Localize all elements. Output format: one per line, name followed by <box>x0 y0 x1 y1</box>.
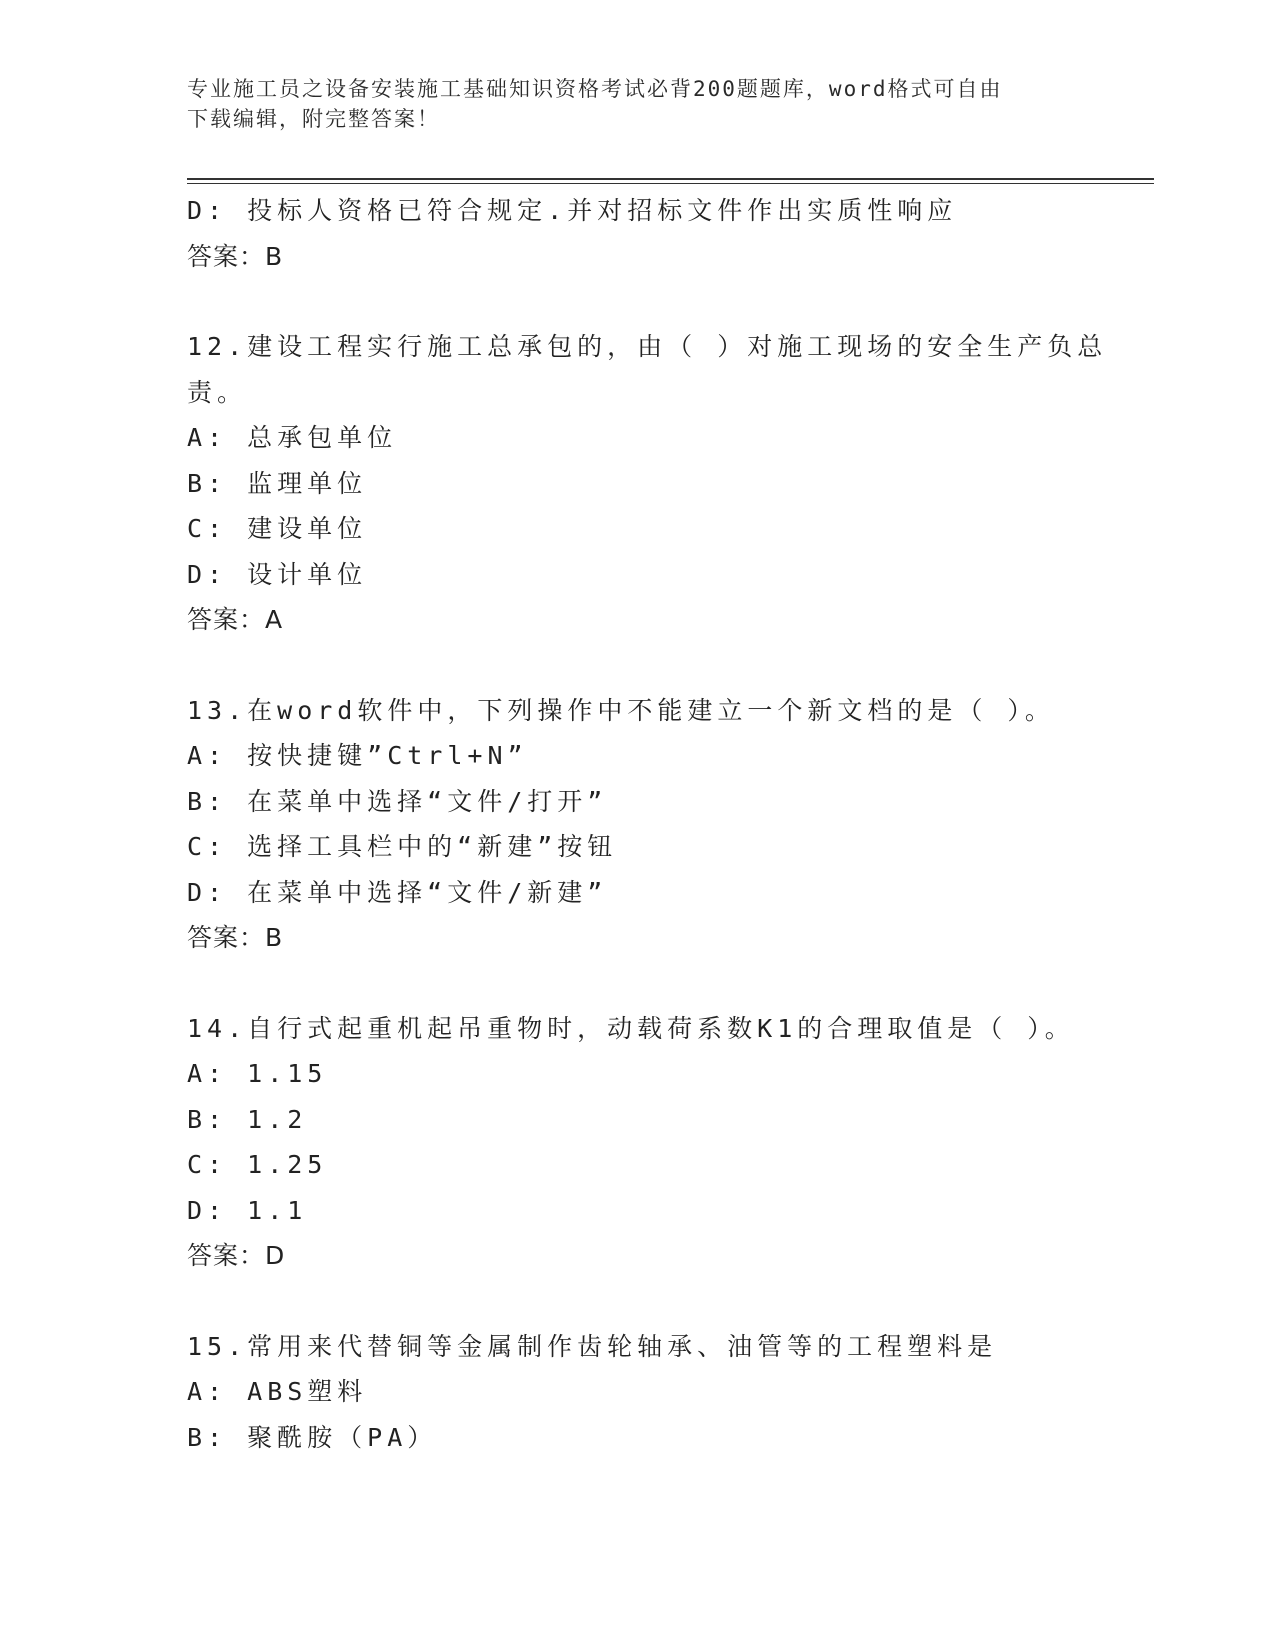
header-divider-thin <box>187 183 1154 184</box>
option-a: A: ABS塑料 <box>187 1377 368 1406</box>
question-stem-continued: 责。 <box>187 377 248 407</box>
option-b: B: 1.2 <box>187 1104 308 1134</box>
option-c: C: 建设单位 <box>187 514 368 543</box>
spacer <box>187 1279 1087 1324</box>
header-title-line-1: 专业施工员之设备安装施工基础知识资格考试必背200题题库，word格式可自由 <box>187 77 1003 101</box>
header-title-line-2: 下载编辑，附完整答案！ <box>187 107 440 131</box>
option-d: D: 投标人资格已符合规定.并对招标文件作出实质性响应 <box>187 196 958 225</box>
spacer <box>187 961 1087 1006</box>
question-stem: 12.建设工程实行施工总承包的，由（ ）对施工现场的安全生产负总 <box>187 332 1108 361</box>
answer-line: 答案：D <box>187 1241 286 1270</box>
document-body <box>187 188 1108 1460</box>
answer-line: 答案：A <box>187 605 284 634</box>
option-a: A: 按快捷键”Ctrl+N” <box>187 741 528 770</box>
option-b: B: 监理单位 <box>187 468 368 498</box>
question-12 <box>187 324 1108 643</box>
question-stem: 15.常用来代替铜等金属制作齿轮轴承、油管等的工程塑料是 <box>187 1331 998 1361</box>
document-header <box>187 74 1087 134</box>
option-d: D: 1.1 <box>187 1195 308 1225</box>
option-d: D: 设计单位 <box>187 559 368 589</box>
question-14 <box>187 1006 1087 1279</box>
question-15 <box>187 1324 1087 1461</box>
option-c: C: 选择工具栏中的“新建”按钮 <box>187 832 618 861</box>
spacer <box>187 643 1087 688</box>
option-d: D: 在菜单中选择“文件/新建” <box>187 877 608 907</box>
header-divider-thick <box>187 178 1154 180</box>
option-a: A: 总承包单位 <box>187 423 398 452</box>
previous-question-tail <box>187 188 1087 279</box>
question-stem: 13.在word软件中，下列操作中不能建立一个新文档的是（ ）。 <box>187 695 1055 725</box>
answer-line: 答案：B <box>187 241 284 271</box>
answer-line: 答案：B <box>187 923 284 952</box>
option-c: C: 1.25 <box>187 1150 328 1179</box>
question-13 <box>187 688 1087 961</box>
spacer <box>187 279 1087 324</box>
option-b: B: 聚酰胺（PA） <box>187 1422 438 1452</box>
option-b: B: 在菜单中选择“文件/打开” <box>187 786 608 816</box>
question-stem: 14.自行式起重机起吊重物时，动载荷系数K1的合理取值是（ ）。 <box>187 1013 1075 1043</box>
option-a: A: 1.15 <box>187 1059 328 1088</box>
